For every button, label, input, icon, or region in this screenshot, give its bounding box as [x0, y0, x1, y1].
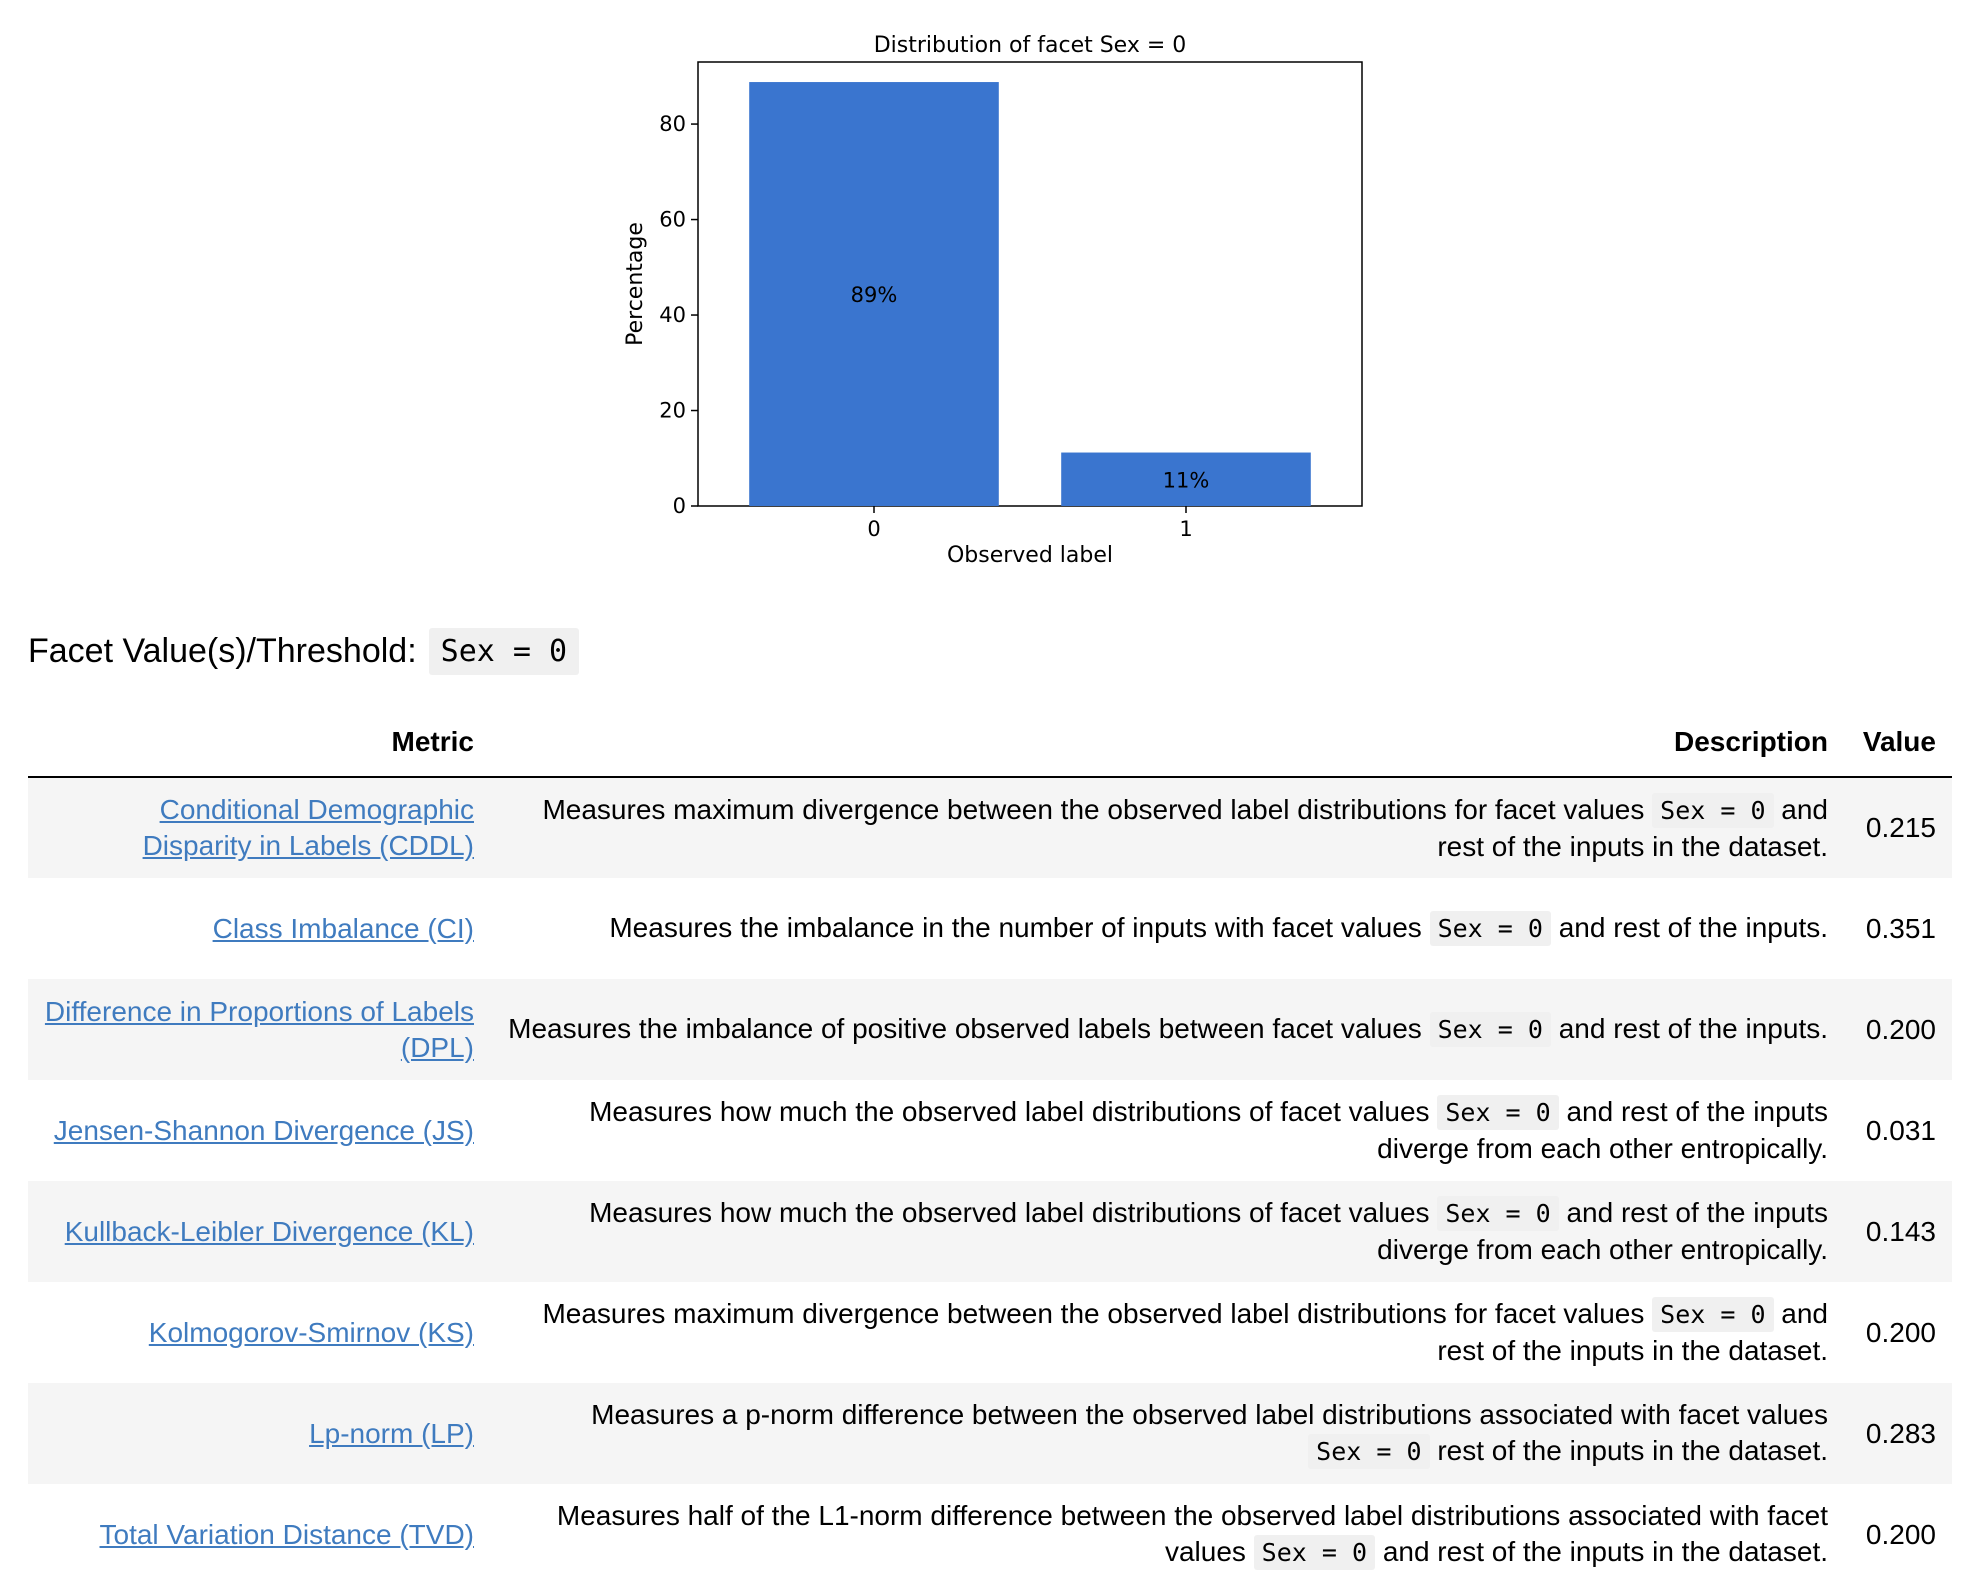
label-distribution-chart	[600, 20, 1400, 580]
description-text: Measures the imbalance of positive observed labels between facet values	[508, 1013, 1422, 1044]
value-column-header: Value	[1844, 708, 1952, 777]
metric-value: 0.143	[1865, 1215, 1936, 1247]
description-text: and rest of the inputs diverge from each other entropically.	[1377, 1197, 1828, 1265]
bar-data-label: 11%	[1162, 468, 1210, 493]
metric-link[interactable]: Difference in Proportions of Labels (DPL)	[44, 995, 474, 1063]
facet-code: Sex = 0	[1437, 1095, 1558, 1130]
table-row	[28, 878, 1952, 979]
metric-link[interactable]: Lp-norm (LP)	[309, 1417, 474, 1449]
metric-cell	[28, 1181, 490, 1282]
metric-cell	[28, 1383, 490, 1484]
y-axis-label: Percentage	[623, 222, 648, 346]
facet-heading	[28, 628, 579, 675]
description-text: and rest of the inputs.	[1558, 912, 1828, 943]
description-column-header: Description	[490, 708, 1844, 777]
facet-code: Sex = 0	[1308, 1434, 1429, 1469]
y-axis	[659, 112, 698, 518]
description-text: Measures half of the L1-norm difference between the observed label distributions associated with facet values	[556, 1500, 1828, 1567]
metric-cell	[28, 878, 490, 979]
x-axis	[867, 506, 1192, 541]
description-cell	[490, 979, 1844, 1080]
metric-value: 0.031	[1865, 1114, 1936, 1146]
chart-title: Distribution of facet Sex = 0	[873, 33, 1187, 58]
metric-link[interactable]: Total Variation Distance (TVD)	[99, 1518, 474, 1550]
x-axis-label: Observed label	[946, 543, 1114, 568]
description-text: Measures maximum divergence between the observed label distributions for facet values	[542, 793, 1645, 825]
table-row	[28, 1383, 1952, 1484]
metric-link[interactable]: Conditional Demographic Disparity in Labels (CDDL)	[142, 794, 474, 861]
metric-cell	[28, 1484, 490, 1585]
y-tick-label: 40	[659, 303, 686, 328]
table-row	[28, 1181, 1952, 1282]
facet-code: Sex = 0	[1430, 911, 1551, 946]
metric-link[interactable]: Kolmogorov-Smirnov (KS)	[148, 1316, 474, 1348]
metric-column-header: Metric	[28, 708, 490, 777]
y-tick-label: 60	[659, 207, 686, 232]
table-row	[28, 1282, 1952, 1383]
metric-link[interactable]: Jensen-Shannon Divergence (JS)	[53, 1114, 474, 1146]
x-tick-label: 1	[1179, 517, 1193, 541]
description-text: Measures maximum divergence between the observed label distributions for facet values	[542, 1298, 1645, 1329]
description-text: and rest of the inputs in the dataset.	[1437, 1298, 1828, 1366]
table-row	[28, 979, 1952, 1080]
facet-code: Sex = 0	[1652, 1297, 1773, 1332]
description-text: Measures a p-norm difference between the observed label distributions associated with facet values	[591, 1399, 1828, 1430]
table-row	[28, 1080, 1952, 1181]
metric-cell	[28, 979, 490, 1080]
metric-value: 0.215	[1865, 812, 1936, 843]
metric-cell	[28, 1080, 490, 1181]
metrics-table-body	[28, 777, 1952, 1585]
metric-value: 0.351	[1865, 912, 1936, 944]
metric-value: 0.200	[1865, 1013, 1936, 1045]
metric-link[interactable]: Class Imbalance (CI)	[212, 912, 474, 944]
table-row	[28, 777, 1952, 878]
description-cell	[490, 1181, 1844, 1282]
bar-data-label: 89%	[850, 283, 898, 308]
metric-value: 0.200	[1865, 1518, 1936, 1550]
x-tick-label: 0	[867, 517, 881, 541]
metric-link[interactable]: Kullback-Leibler Divergence (KL)	[64, 1215, 474, 1247]
description-text: and rest of the inputs in the dataset.	[1382, 1536, 1828, 1567]
description-text: Measures the imbalance in the number of inputs with facet values	[609, 912, 1422, 943]
metric-value: 0.283	[1865, 1417, 1936, 1449]
facet-heading-label: Facet Value(s)/Threshold:	[28, 632, 417, 670]
description-cell	[490, 777, 1844, 878]
description-cell	[490, 1484, 1844, 1585]
facet-value-code: Sex = 0	[429, 628, 579, 675]
y-tick-label: 20	[659, 398, 686, 423]
description-cell	[490, 1282, 1844, 1383]
metric-cell	[28, 1282, 490, 1383]
description-text: and rest of the inputs.	[1558, 1013, 1828, 1044]
description-text: and rest of the inputs diverge from each other entropically.	[1377, 1096, 1828, 1164]
metric-value: 0.200	[1865, 1316, 1936, 1348]
description-text: and rest of the inputs in the dataset.	[1437, 793, 1828, 862]
facet-code: Sex = 0	[1652, 793, 1773, 828]
facet-code: Sex = 0	[1437, 1196, 1558, 1231]
table-row	[28, 1484, 1952, 1585]
y-tick-label: 80	[659, 112, 686, 137]
description-cell	[490, 878, 1844, 979]
metric-cell	[28, 777, 490, 878]
facet-code: Sex = 0	[1430, 1012, 1551, 1047]
description-cell	[490, 1080, 1844, 1181]
table-header-row	[28, 708, 1952, 777]
facet-code: Sex = 0	[1254, 1535, 1375, 1570]
metrics-table	[28, 708, 1952, 1585]
description-text: Measures how much the observed label distributions of facet values	[589, 1096, 1430, 1127]
y-tick-label: 0	[672, 494, 686, 518]
description-text: rest of the inputs in the dataset.	[1437, 1435, 1828, 1466]
description-cell	[490, 1383, 1844, 1484]
bar-group	[749, 82, 1311, 506]
description-text: Measures how much the observed label distributions of facet values	[589, 1197, 1430, 1228]
